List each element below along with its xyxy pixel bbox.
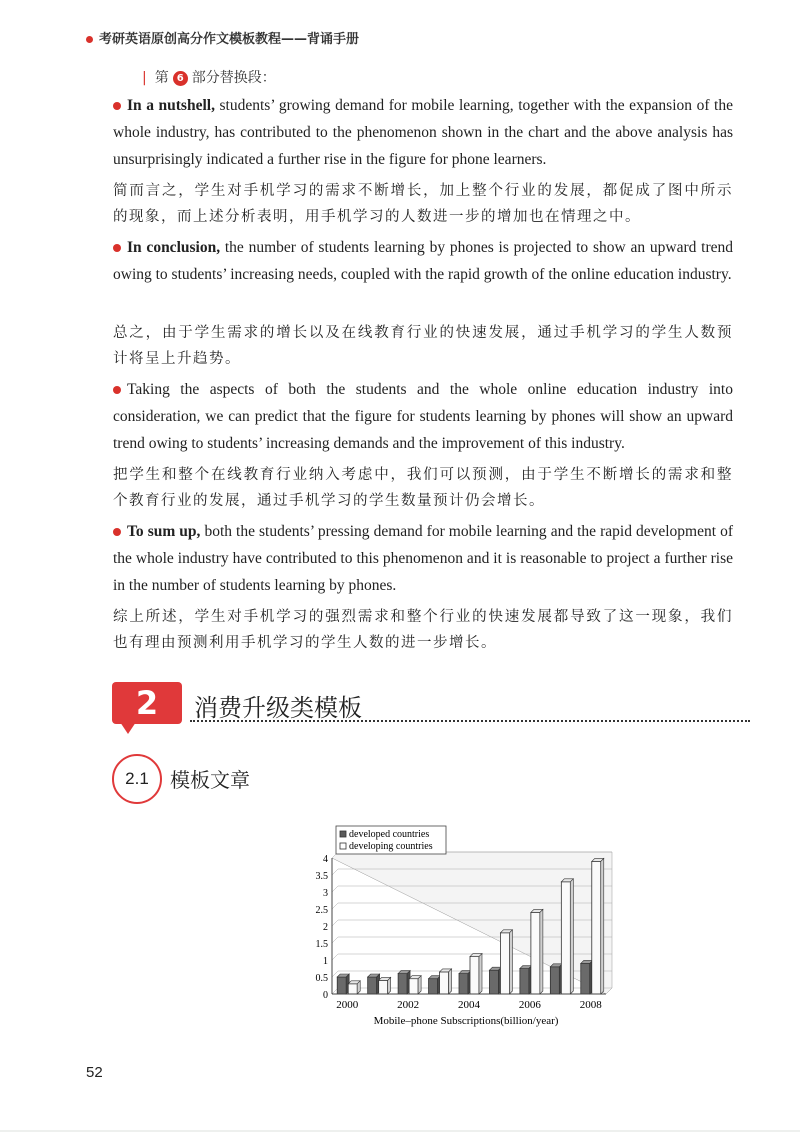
bar-developing-2000 (348, 984, 357, 994)
header-title: 考研英语原创高分作文模板教程——背诵手册 (99, 32, 360, 47)
lead-phrase: In conclusion, (127, 239, 221, 256)
bullet-dot-icon (86, 36, 93, 43)
bar-developed-2003 (429, 979, 438, 994)
section-suffix: 部分替换段： (191, 70, 276, 86)
gridline-depth (332, 886, 338, 892)
y-tick-label: 0 (323, 990, 328, 1001)
paragraph-en-1 (113, 92, 733, 173)
running-header (86, 28, 359, 47)
section-number-badge: 6 (173, 71, 188, 86)
chart-legend (336, 826, 446, 854)
bar-developing-2004 (470, 957, 479, 994)
x-tick-label: 2002 (397, 999, 420, 1011)
lead-phrase: To sum up, (127, 523, 201, 540)
bar-developed-2004 (459, 974, 468, 994)
paragraph-en-2 (113, 234, 733, 288)
bullet-icon (113, 102, 121, 110)
gridline-depth (332, 869, 338, 875)
gridline-depth (332, 920, 338, 926)
x-tick-label: 2006 (518, 999, 541, 1011)
bar-side-face (570, 879, 573, 994)
gridline-depth (332, 937, 338, 943)
bar-side-face (388, 977, 391, 994)
bar-developing-2005 (500, 933, 509, 994)
y-tick-label: 2 (323, 922, 328, 933)
bar-developing-2003 (440, 972, 449, 994)
bar-side-face (449, 969, 452, 994)
paragraph-text: both the students’ pressing demand for mobile learning and the rapid development of the whole industry have contributed to this phenomenon and it is reasonable to project a further rise in the number of students learning by phones. (113, 523, 733, 594)
legend-swatch-developing (340, 843, 346, 849)
paragraph-text: students’ growing demand for mobile learning, together with the expansion of the whole industry, has contributed to the phenomenon shown in the chart and the above analysis has unsurprisingly indicated a further rise in the figure for phone learners. (113, 97, 733, 168)
subsection-number-circle: 2.1 (112, 754, 162, 804)
x-tick-label: 2008 (579, 999, 602, 1011)
y-tick-label: 2.5 (315, 905, 328, 916)
legend-label: developing countries (349, 841, 433, 852)
y-tick-label: 1.5 (315, 939, 328, 950)
subsection-title: 模板文章 (170, 768, 250, 792)
page-number: 52 (86, 1064, 103, 1081)
bullet-icon (113, 244, 121, 252)
badge-tail-icon (120, 722, 136, 734)
paragraph-en-3 (113, 376, 733, 457)
bar-side-face (601, 858, 604, 994)
gridline-depth (332, 954, 338, 960)
bar-side-face (509, 930, 512, 994)
category-title: 消费升级类模板 (194, 694, 362, 722)
paragraph-text: the number of students learning by phones is projected to show an upward trend owing to students’ increasing needs, coupled with the rapid growth of the online education industry. (113, 239, 733, 283)
bar-developed-2005 (489, 970, 498, 994)
bar-developing-2001 (379, 980, 388, 994)
category-number-badge: 2 (112, 682, 182, 724)
bar-developed-2001 (368, 977, 377, 994)
bar-developed-2000 (337, 977, 346, 994)
section-bar-icon: | (142, 70, 147, 86)
x-tick-label: 2000 (336, 999, 359, 1011)
bar-side-face (418, 976, 421, 994)
bar-developed-2007 (550, 967, 559, 994)
gridline-depth (332, 903, 338, 909)
x-tick-label: 2004 (458, 999, 480, 1011)
bar-side-face (540, 909, 543, 994)
paragraph-zh-4: 综上所述，学生对手机学习的强烈需求和整个行业的快速发展都导致了这一现象，我们也有理由预测利用手机学习的学生人数的进一步增长。 (113, 609, 733, 651)
bar-developing-2007 (561, 882, 570, 994)
y-tick-label: 1 (323, 956, 328, 967)
paragraph-text: Taking the aspects of both the students and the whole online education industry into consideration, we can predict that the figure for students learning by phones will show an upward trend owing to students’ increasing demands and the improvement of this industry. (113, 381, 733, 452)
legend-label: developed countries (349, 829, 430, 840)
y-tick-label: 3.5 (315, 871, 328, 882)
legend-swatch-developed (340, 831, 346, 837)
chart-x-axis-label: Mobile–phone Subscriptions(billion/year) (373, 1015, 559, 1027)
section-prefix: 第 (154, 70, 169, 86)
y-tick-label: 0.5 (315, 973, 328, 984)
y-tick-label: 4 (323, 854, 328, 865)
paragraph-zh-2: 总之，由于学生需求的增长以及在线教育行业的快速发展，通过手机学习的学生人数预计将呈上升趋势。 (113, 325, 733, 367)
dotted-divider (190, 720, 750, 722)
bullet-icon (113, 386, 121, 394)
bar-side-face (479, 954, 482, 994)
y-tick-label: 3 (323, 888, 328, 899)
bullet-icon (113, 528, 121, 536)
lead-phrase: In a nutshell, (127, 97, 215, 114)
paragraph-zh-3: 把学生和整个在线教育行业纳入考虑中，我们可以预测，由于学生不断增长的需求和整个教育行业的发展，通过手机学习的学生数量预计仍会增长。 (113, 467, 733, 509)
bar-developing-2002 (409, 979, 418, 994)
section-heading (142, 67, 276, 87)
bar-developed-2002 (398, 974, 407, 994)
bar-chart (300, 822, 620, 1032)
bar-developed-2006 (520, 969, 529, 995)
gridline-depth (332, 971, 338, 977)
bar-developing-2006 (531, 912, 540, 994)
paragraph-zh-1: 简而言之，学生对手机学习的需求不断增长，加上整个行业的发展，都促成了图中所示的现象，而上述分析表明，用手机学习的人数进一步的增加也在情理之中。 (113, 183, 733, 225)
bar-developing-2008 (592, 861, 601, 994)
paragraph-en-4 (113, 518, 733, 599)
bar-developed-2008 (581, 963, 590, 994)
